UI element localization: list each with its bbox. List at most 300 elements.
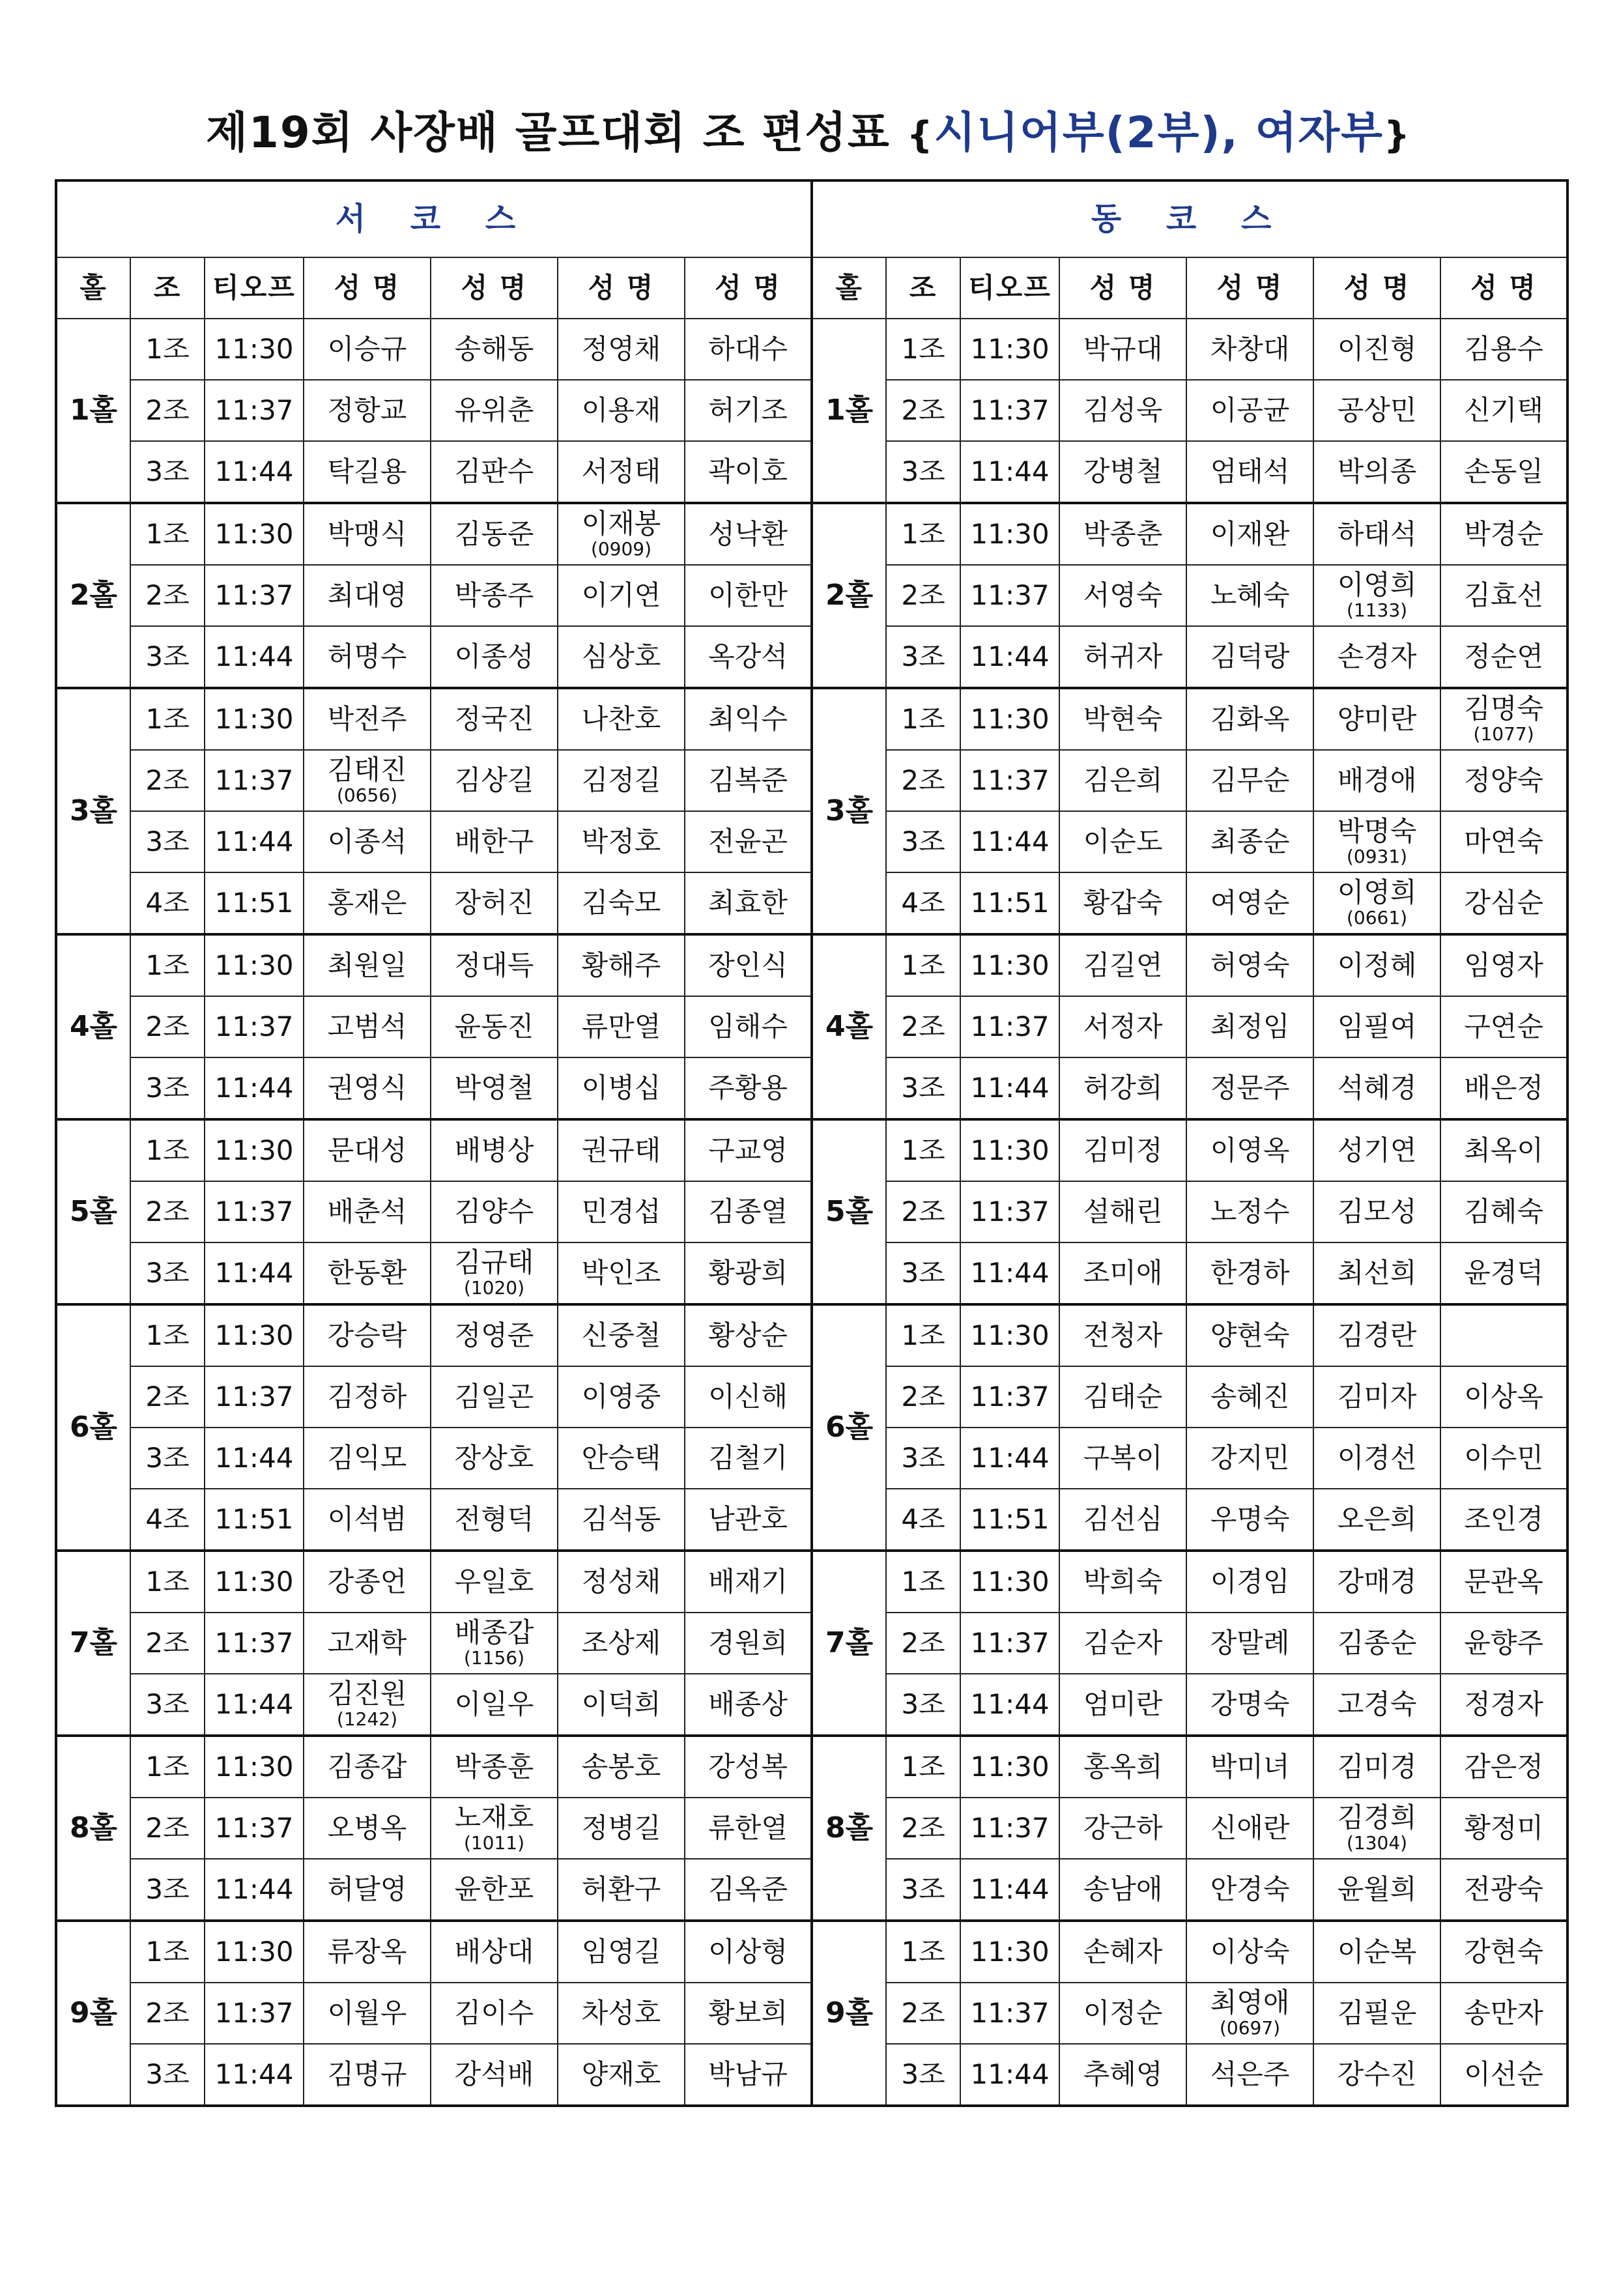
player-name: 최익수: [708, 702, 788, 735]
player-name: 박인조: [581, 1256, 661, 1289]
west-player-cell: [431, 1859, 558, 1921]
east-group-label: 3조: [886, 1242, 960, 1304]
page-title: [0, 98, 1617, 160]
east-player-cell: [1059, 1613, 1186, 1674]
east-player-cell: [1059, 996, 1186, 1057]
east-player-cell: [1059, 1366, 1186, 1428]
player-name: 황정미: [1464, 1811, 1543, 1844]
west-group-label: 4조: [130, 1489, 205, 1551]
east-teeoff-time: 11:44: [960, 811, 1059, 872]
header-group: 조: [886, 257, 960, 319]
east-hole-label: 9홀: [812, 1921, 886, 2106]
east-player-cell: [1186, 319, 1313, 380]
header-name: 성 명: [1440, 257, 1567, 319]
west-player-cell: [431, 1181, 558, 1242]
west-player-cell: [558, 1242, 685, 1304]
west-group-label: 1조: [130, 319, 205, 380]
east-group-label: 3조: [886, 1674, 960, 1736]
player-name: 김철기: [708, 1441, 788, 1474]
east-player-cell: [1440, 1304, 1567, 1366]
player-name: 고경숙: [1337, 1687, 1417, 1720]
east-player-cell: [1059, 1798, 1186, 1859]
player-name: 허환구: [581, 1873, 661, 1905]
player-name: 황보희: [708, 1996, 788, 2029]
player-name: 엄태석: [1210, 455, 1290, 487]
east-group-label: 2조: [886, 1983, 960, 2044]
west-player-cell: [304, 380, 431, 441]
west-group-label: 1조: [130, 1304, 205, 1366]
east-teeoff-time: 11:44: [960, 1057, 1059, 1119]
east-teeoff-time: 11:44: [960, 1859, 1059, 1921]
west-teeoff-time: 11:44: [205, 1057, 304, 1119]
east-player-cell: [1313, 1736, 1440, 1798]
west-player-cell: [558, 1181, 685, 1242]
west-player-cell: [431, 1119, 558, 1181]
west-player-cell: [304, 1798, 431, 1859]
player-name: 탁길용: [327, 455, 407, 487]
player-name: 구연순: [1464, 1010, 1543, 1042]
east-player-cell: [1059, 565, 1186, 626]
player-name: 김혜숙: [1464, 1195, 1543, 1227]
player-name: 이상옥: [1464, 1380, 1543, 1413]
player-name: 김정하: [327, 1380, 407, 1413]
player-name: 심상호: [581, 640, 661, 672]
player-name: 김이수: [454, 1996, 534, 2029]
west-hole-label: 8홀: [56, 1736, 130, 1921]
player-name: 박희숙: [1083, 1565, 1163, 1598]
player-name: 서영숙: [1083, 579, 1163, 611]
player-name: 김용수: [1464, 332, 1543, 365]
player-name: 이재완: [1210, 517, 1290, 550]
player-name: 이기연: [581, 579, 661, 611]
west-player-cell: [685, 750, 812, 811]
east-player-cell: [1186, 1613, 1313, 1674]
east-player-cell: [1059, 1736, 1186, 1798]
west-group-label: 3조: [130, 1859, 205, 1921]
player-name: 정성채: [581, 1565, 661, 1598]
player-name: 강종언: [327, 1565, 407, 1598]
west-player-cell: [558, 750, 685, 811]
player-name: 박맹식: [327, 517, 407, 550]
player-name: 최정임: [1210, 1010, 1290, 1042]
east-group-label: 1조: [886, 1551, 960, 1613]
east-group-label: 2조: [886, 750, 960, 811]
player-name: 전청자: [1083, 1319, 1163, 1351]
east-group-label: 2조: [886, 1181, 960, 1242]
player-name: 이영중: [581, 1380, 661, 1413]
west-player-cell: [431, 1242, 558, 1304]
player-name: 신중철: [581, 1319, 661, 1351]
east-teeoff-time: 11:30: [960, 1304, 1059, 1366]
west-player-cell: [685, 1366, 812, 1428]
player-name: 서정태: [581, 455, 661, 487]
group-row: [56, 1736, 1567, 1798]
west-teeoff-time: 11:37: [205, 565, 304, 626]
title-brace-close: }: [1383, 114, 1411, 156]
player-name: 이영희: [1337, 876, 1417, 909]
west-player-cell: [685, 1489, 812, 1551]
player-name: 김옥준: [708, 1873, 788, 1905]
east-teeoff-time: 11:30: [960, 1736, 1059, 1798]
player-name: 송만자: [1464, 1996, 1543, 2029]
east-player-cell: [1059, 1242, 1186, 1304]
east-teeoff-time: 11:44: [960, 626, 1059, 688]
west-teeoff-time: 11:44: [205, 1859, 304, 1921]
west-player-cell: [431, 1551, 558, 1613]
player-name: 김진원: [327, 1678, 407, 1710]
west-player-cell: [558, 1798, 685, 1859]
east-hole-label: 5홀: [812, 1119, 886, 1304]
west-group-label: 3조: [130, 811, 205, 872]
west-teeoff-time: 11:30: [205, 934, 304, 996]
player-code: (0661): [1347, 907, 1408, 929]
west-teeoff-time: 11:44: [205, 1674, 304, 1736]
west-player-cell: [431, 1921, 558, 1983]
west-player-cell: [558, 1119, 685, 1181]
player-name: 이용재: [581, 394, 661, 426]
player-name: 하태석: [1337, 517, 1417, 550]
west-player-cell: [304, 1428, 431, 1489]
east-player-cell: [1186, 1181, 1313, 1242]
east-teeoff-time: 11:37: [960, 1983, 1059, 2044]
east-teeoff-time: 11:37: [960, 1181, 1059, 1242]
player-name: 김일곤: [454, 1380, 534, 1413]
player-name: 허영숙: [1210, 949, 1290, 981]
west-player-cell: [558, 1057, 685, 1119]
title-main: 제19회 사장배 골프대회 조 편성표: [206, 108, 891, 158]
west-player-cell: [431, 811, 558, 872]
east-player-cell: [1440, 811, 1567, 872]
east-group-label: 1조: [886, 934, 960, 996]
player-code: (1020): [463, 1277, 525, 1299]
west-player-cell: [558, 1736, 685, 1798]
schedule-body: [56, 180, 1567, 2106]
west-player-cell: [431, 872, 558, 934]
east-player-cell: [1313, 380, 1440, 441]
player-name: 정항교: [327, 394, 407, 426]
west-group-label: 2조: [130, 1798, 205, 1859]
player-name: 송봉호: [581, 1750, 661, 1783]
player-name: 석혜경: [1337, 1071, 1417, 1104]
west-hole-label: 2홀: [56, 503, 130, 688]
player-name: 강심순: [1464, 886, 1543, 919]
east-player-cell: [1186, 1119, 1313, 1181]
west-player-cell: [304, 1242, 431, 1304]
west-player-cell: [304, 1736, 431, 1798]
player-name: 최원일: [327, 949, 407, 981]
west-hole-label: 4홀: [56, 934, 130, 1119]
player-name: 정국진: [454, 702, 534, 735]
east-player-cell: [1186, 934, 1313, 996]
player-name: 차창대: [1210, 332, 1290, 365]
west-player-cell: [304, 2044, 431, 2106]
west-player-cell: [304, 1119, 431, 1181]
west-player-cell: [685, 441, 812, 503]
header-teeoff: 티오프: [205, 257, 304, 319]
east-hole-label: 1홀: [812, 319, 886, 503]
player-name: 이공균: [1210, 394, 1290, 426]
west-player-cell: [558, 688, 685, 750]
east-player-cell: [1186, 1921, 1313, 1983]
east-player-cell: [1059, 934, 1186, 996]
player-name: 배경애: [1337, 764, 1417, 796]
west-player-cell: [431, 2044, 558, 2106]
player-name: 윤한포: [454, 1873, 534, 1905]
east-player-cell: [1440, 1551, 1567, 1613]
player-name: 윤동진: [454, 1010, 534, 1042]
west-teeoff-time: 11:44: [205, 1242, 304, 1304]
west-player-cell: [685, 1674, 812, 1736]
player-name: 박종훈: [454, 1750, 534, 1783]
east-player-cell: [1313, 1057, 1440, 1119]
player-name: 김선심: [1083, 1502, 1163, 1535]
header-name: 성 명: [304, 257, 431, 319]
player-code: (0909): [590, 538, 652, 560]
player-code: (0931): [1347, 846, 1408, 868]
west-player-cell: [431, 1798, 558, 1859]
west-group-label: 1조: [130, 503, 205, 565]
player-name: 임영자: [1464, 949, 1543, 981]
east-player-cell: [1186, 626, 1313, 688]
player-name: 정병길: [581, 1811, 661, 1844]
player-name: 옥강석: [708, 640, 788, 672]
player-name: 윤월희: [1337, 1873, 1417, 1905]
east-player-cell: [1059, 380, 1186, 441]
west-hole-label: 3홀: [56, 688, 130, 934]
player-name: 김덕랑: [1210, 640, 1290, 672]
east-hole-label: 2홀: [812, 503, 886, 688]
group-row: [56, 1304, 1567, 1366]
east-player-cell: [1186, 750, 1313, 811]
east-player-cell: [1059, 1057, 1186, 1119]
west-player-cell: [431, 996, 558, 1057]
east-player-cell: [1186, 565, 1313, 626]
east-player-cell: [1440, 1613, 1567, 1674]
player-name: 김성욱: [1083, 394, 1163, 426]
east-player-cell: [1313, 934, 1440, 996]
east-player-cell: [1313, 503, 1440, 565]
east-teeoff-time: 11:44: [960, 2044, 1059, 2106]
player-name: 최효한: [708, 886, 788, 919]
west-group-label: 3조: [130, 441, 205, 503]
west-player-cell: [685, 1736, 812, 1798]
player-name: 감은정: [1464, 1750, 1543, 1783]
west-group-label: 3조: [130, 1428, 205, 1489]
west-group-label: 1조: [130, 1119, 205, 1181]
west-player-cell: [685, 1428, 812, 1489]
west-player-cell: [685, 1859, 812, 1921]
player-name: 정대득: [454, 949, 534, 981]
column-header-row: [56, 257, 1567, 319]
east-teeoff-time: 11:44: [960, 1242, 1059, 1304]
player-name: 이병십: [581, 1071, 661, 1104]
player-name: 김은희: [1083, 764, 1163, 796]
west-teeoff-time: 11:37: [205, 1798, 304, 1859]
east-player-cell: [1440, 934, 1567, 996]
west-teeoff-time: 11:37: [205, 996, 304, 1057]
player-name: 김석동: [581, 1502, 661, 1535]
west-player-cell: [558, 996, 685, 1057]
west-teeoff-time: 11:30: [205, 1119, 304, 1181]
west-player-cell: [685, 688, 812, 750]
east-player-cell: [1313, 750, 1440, 811]
player-name: 김익모: [327, 1441, 407, 1474]
west-group-label: 2조: [130, 380, 205, 441]
west-player-cell: [558, 626, 685, 688]
east-player-cell: [1059, 1119, 1186, 1181]
west-player-cell: [685, 934, 812, 996]
west-player-cell: [431, 1057, 558, 1119]
east-player-cell: [1440, 1119, 1567, 1181]
east-teeoff-time: 11:30: [960, 1119, 1059, 1181]
player-name: 이재봉: [581, 508, 661, 540]
west-player-cell: [304, 1057, 431, 1119]
player-name: 이석범: [327, 1502, 407, 1535]
west-teeoff-time: 11:30: [205, 688, 304, 750]
west-player-cell: [558, 441, 685, 503]
player-name: 허기조: [708, 394, 788, 426]
player-code: (1304): [1347, 1832, 1408, 1854]
west-teeoff-time: 11:44: [205, 441, 304, 503]
east-player-cell: [1313, 688, 1440, 750]
player-name: 김상길: [454, 764, 534, 796]
west-player-cell: [431, 688, 558, 750]
east-player-cell: [1440, 1798, 1567, 1859]
header-teeoff: 티오프: [960, 257, 1059, 319]
east-group-label: 3조: [886, 626, 960, 688]
east-player-cell: [1313, 872, 1440, 934]
east-player-cell: [1440, 1057, 1567, 1119]
west-player-cell: [431, 750, 558, 811]
east-player-cell: [1186, 1242, 1313, 1304]
east-hole-label: 6홀: [812, 1304, 886, 1551]
east-hole-label: 8홀: [812, 1736, 886, 1921]
east-group-label: 2조: [886, 380, 960, 441]
player-name: 주황용: [708, 1071, 788, 1104]
west-player-cell: [304, 1674, 431, 1736]
east-teeoff-time: 11:30: [960, 1921, 1059, 1983]
player-name: 노정수: [1210, 1195, 1290, 1227]
player-name: 윤경덕: [1464, 1256, 1543, 1289]
west-player-cell: [431, 1489, 558, 1551]
east-group-label: 2조: [886, 1366, 960, 1428]
west-teeoff-time: 11:30: [205, 1304, 304, 1366]
player-name: 이종석: [327, 825, 407, 857]
header-name: 성 명: [558, 257, 685, 319]
player-name: 류장옥: [327, 1935, 407, 1968]
player-name: 임영길: [581, 1935, 661, 1968]
east-player-cell: [1059, 319, 1186, 380]
player-name: 정문주: [1210, 1071, 1290, 1104]
east-player-cell: [1440, 1366, 1567, 1428]
west-group-label: 2조: [130, 996, 205, 1057]
east-teeoff-time: 11:30: [960, 319, 1059, 380]
east-teeoff-time: 11:30: [960, 503, 1059, 565]
east-teeoff-time: 11:37: [960, 750, 1059, 811]
west-player-cell: [431, 565, 558, 626]
east-group-label: 3조: [886, 1859, 960, 1921]
player-name: 임필여: [1337, 1010, 1417, 1042]
player-name: 박남규: [708, 2058, 788, 2090]
player-name: 박정호: [581, 825, 661, 857]
player-name: 안경숙: [1210, 1873, 1290, 1905]
west-group-label: 2조: [130, 1181, 205, 1242]
east-player-cell: [1313, 1242, 1440, 1304]
east-player-cell: [1313, 1551, 1440, 1613]
player-name: 김경란: [1337, 1319, 1417, 1351]
west-player-cell: [431, 503, 558, 565]
west-teeoff-time: 11:37: [205, 750, 304, 811]
east-player-cell: [1313, 626, 1440, 688]
player-name: 박종춘: [1083, 517, 1163, 550]
west-teeoff-time: 11:30: [205, 319, 304, 380]
west-course-label: 서 코 스: [56, 180, 812, 257]
east-teeoff-time: 11:37: [960, 996, 1059, 1057]
west-player-cell: [558, 1613, 685, 1674]
player-name: 김정길: [581, 764, 661, 796]
east-player-cell: [1059, 2044, 1186, 2106]
east-group-label: 1조: [886, 1119, 960, 1181]
west-player-cell: [558, 1489, 685, 1551]
player-name: 박현숙: [1083, 702, 1163, 735]
player-name: 조상제: [581, 1626, 661, 1659]
west-player-cell: [558, 811, 685, 872]
west-player-cell: [304, 1551, 431, 1613]
west-teeoff-time: 11:37: [205, 1366, 304, 1428]
west-teeoff-time: 11:30: [205, 1551, 304, 1613]
west-player-cell: [431, 1304, 558, 1366]
player-name: 곽이호: [708, 455, 788, 487]
west-teeoff-time: 11:51: [205, 1489, 304, 1551]
east-player-cell: [1313, 1983, 1440, 2044]
player-name: 박명숙: [1337, 815, 1417, 848]
east-player-cell: [1059, 1983, 1186, 2044]
player-name: 나찬호: [581, 702, 661, 735]
west-group-label: 3조: [130, 1242, 205, 1304]
player-name: 구교영: [708, 1134, 788, 1166]
player-name: 정영채: [581, 332, 661, 365]
player-name: 허귀자: [1083, 640, 1163, 672]
player-name: 추혜영: [1083, 2058, 1163, 2090]
east-player-cell: [1059, 750, 1186, 811]
east-player-cell: [1059, 1921, 1186, 1983]
player-name: 오은희: [1337, 1502, 1417, 1535]
west-player-cell: [431, 1736, 558, 1798]
west-player-cell: [685, 1551, 812, 1613]
player-name: 정양숙: [1464, 764, 1543, 796]
west-player-cell: [558, 1428, 685, 1489]
east-player-cell: [1186, 996, 1313, 1057]
player-name: 고재학: [327, 1626, 407, 1659]
player-name: 장상호: [454, 1441, 534, 1474]
east-player-cell: [1186, 441, 1313, 503]
east-player-cell: [1440, 688, 1567, 750]
player-name: 엄미란: [1083, 1687, 1163, 1720]
east-player-cell: [1313, 1428, 1440, 1489]
east-player-cell: [1440, 872, 1567, 934]
west-player-cell: [304, 934, 431, 996]
player-name: 김화옥: [1210, 702, 1290, 735]
east-teeoff-time: 11:44: [960, 1428, 1059, 1489]
west-player-cell: [685, 1983, 812, 2044]
player-name: 한경하: [1210, 1256, 1290, 1289]
west-player-cell: [558, 1674, 685, 1736]
player-name: 배종갑: [454, 1616, 534, 1649]
player-name: 강병철: [1083, 455, 1163, 487]
east-player-cell: [1440, 1921, 1567, 1983]
west-player-cell: [431, 1366, 558, 1428]
header-group: 조: [130, 257, 205, 319]
